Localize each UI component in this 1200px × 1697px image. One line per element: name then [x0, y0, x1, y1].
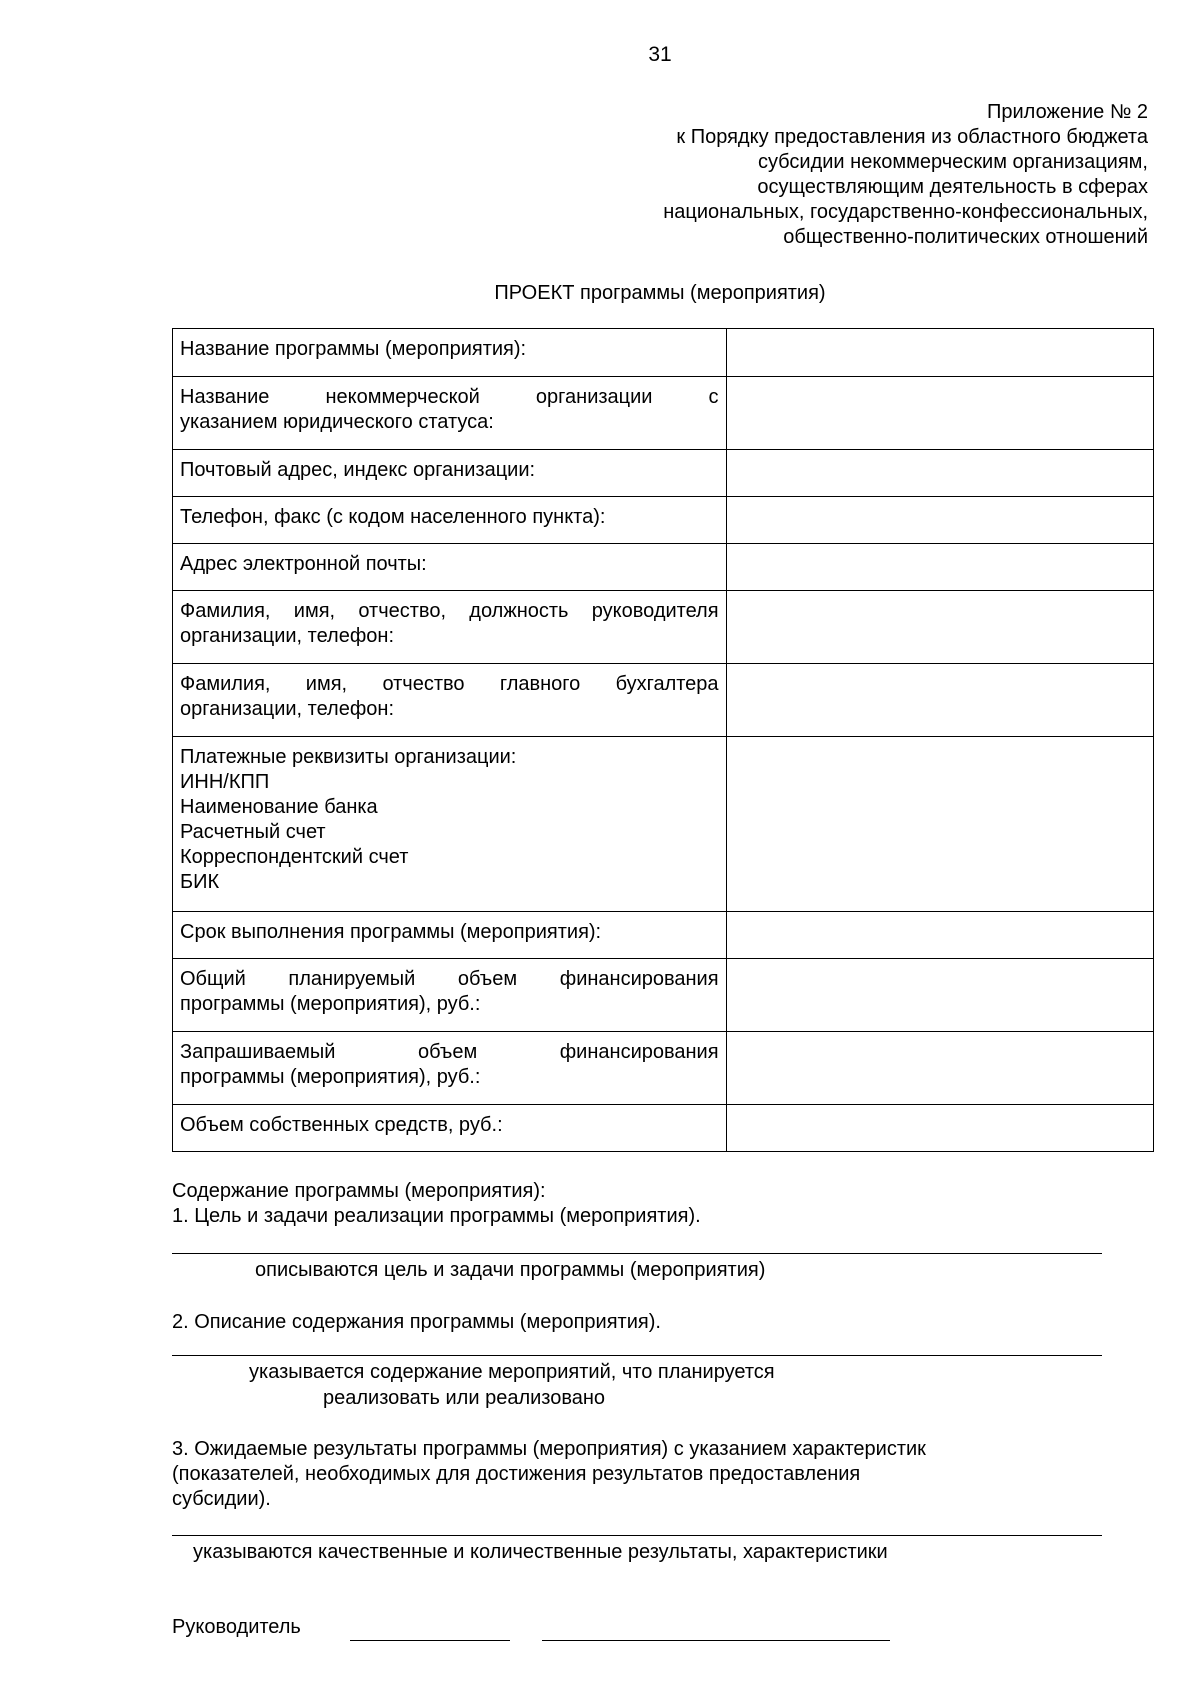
appendix-line: к Порядку предоставления из областного бюджета	[676, 126, 1148, 148]
row-label-line: Запрашиваемый объем финансирования	[180, 1041, 719, 1063]
table-row	[173, 377, 1154, 450]
row-value-field[interactable]	[726, 737, 1153, 912]
row-value-field[interactable]	[726, 497, 1153, 544]
table-row	[173, 329, 1154, 377]
content-heading	[172, 1179, 1102, 1229]
section1-hint: описываются цель и задачи программы (мероприятия)	[255, 1259, 766, 1281]
table-row	[173, 664, 1154, 737]
section1-fill-line[interactable]	[172, 1253, 1102, 1254]
row-label-line: Общий планируемый объем финансирования	[180, 968, 719, 990]
row-label	[173, 591, 727, 664]
signature-name-field[interactable]	[542, 1640, 890, 1641]
row-label	[173, 1032, 727, 1105]
section3-title	[172, 1437, 1010, 1512]
section2-title: 2. Описание содержания программы (мероприятия).	[172, 1311, 661, 1333]
signature-field[interactable]	[350, 1640, 510, 1641]
table-row	[173, 1105, 1154, 1152]
section3-title-line: 3. Ожидаемые результаты программы (мероприятия) с указанием характеристик	[172, 1438, 926, 1460]
row-value-field[interactable]	[726, 329, 1153, 377]
appendix-line: общественно-политических отношений	[783, 226, 1148, 248]
payment-details-title: Платежные реквизиты организации:	[180, 746, 517, 768]
row-label: Телефон, факс (с кодом населенного пункта):	[173, 497, 727, 544]
section2-hint-line: реализовать или реализовано	[323, 1387, 606, 1409]
row-label-line: указанием юридического статуса:	[180, 411, 494, 433]
row-label: Название программы (мероприятия):	[173, 329, 727, 377]
row-label-line: Фамилия, имя, отчество главного бухгалтера	[180, 673, 719, 695]
row-value-field[interactable]	[726, 377, 1153, 450]
appendix-line: Приложение № 2	[987, 101, 1148, 123]
payment-detail-item: Наименование банка	[180, 796, 378, 818]
row-value-field[interactable]	[726, 1105, 1153, 1152]
row-label: Срок выполнения программы (мероприятия):	[173, 912, 727, 959]
table-row	[173, 544, 1154, 591]
section3-fill-line[interactable]	[172, 1535, 1102, 1536]
page-number: 31	[648, 43, 672, 66]
appendix-line: субсидии некоммерческим организациям,	[757, 151, 1148, 173]
appendix-header	[508, 100, 1148, 250]
row-label	[173, 377, 727, 450]
document-title: ПРОЕКТ программы (мероприятия)	[494, 282, 826, 304]
section3-title-line: субсидии).	[172, 1488, 271, 1510]
payment-detail-item: Корреспондентский счет	[180, 846, 409, 868]
row-label: Адрес электронной почты:	[173, 544, 727, 591]
row-label	[173, 664, 727, 737]
row-value-field[interactable]	[726, 1032, 1153, 1105]
table-row	[173, 959, 1154, 1032]
row-value-field[interactable]	[726, 450, 1153, 497]
section3-title-line: (показателей, необходимых для достижения результатов предоставления	[172, 1463, 861, 1485]
row-label-line: организации, телефон:	[180, 698, 395, 720]
row-label: Объем собственных средств, руб.:	[173, 1105, 727, 1152]
row-value-field[interactable]	[726, 591, 1153, 664]
payment-detail-item: ИНН/КПП	[180, 771, 270, 793]
section2-hint-line: указывается содержание мероприятий, что планируется	[249, 1361, 775, 1383]
row-label: Почтовый адрес, индекс организации:	[173, 450, 727, 497]
row-label	[173, 737, 727, 912]
table-row	[173, 1032, 1154, 1105]
row-value-field[interactable]	[726, 664, 1153, 737]
table-row	[173, 450, 1154, 497]
section1-title: 1. Цель и задачи реализации программы (мероприятия).	[172, 1205, 701, 1227]
table-row	[173, 497, 1154, 544]
table-row	[173, 737, 1154, 912]
table-row	[173, 591, 1154, 664]
appendix-line: национальных, государственно-конфессиональных,	[663, 201, 1148, 223]
program-info-table	[172, 328, 1154, 1152]
row-label-line: программы (мероприятия), руб.:	[180, 993, 481, 1015]
row-label-line: программы (мероприятия), руб.:	[180, 1066, 481, 1088]
signature-label: Руководитель	[172, 1616, 301, 1638]
table-row	[173, 912, 1154, 959]
row-label-line: Название некоммерческой организации с	[180, 386, 719, 408]
row-value-field[interactable]	[726, 959, 1153, 1032]
payment-detail-item: Расчетный счет	[180, 821, 326, 843]
row-value-field[interactable]	[726, 912, 1153, 959]
section3-hint: указываются качественные и количественные результаты, характеристики	[193, 1541, 888, 1563]
row-label-line: организации, телефон:	[180, 625, 395, 647]
row-value-field[interactable]	[726, 544, 1153, 591]
row-label	[173, 959, 727, 1032]
row-label-line: Фамилия, имя, отчество, должность руководителя	[180, 600, 719, 622]
payment-detail-item: БИК	[180, 871, 220, 893]
appendix-line: осуществляющим деятельность в сферах	[757, 176, 1148, 198]
section2-fill-line[interactable]	[172, 1355, 1102, 1356]
content-heading-text: Содержание программы (мероприятия):	[172, 1180, 546, 1202]
